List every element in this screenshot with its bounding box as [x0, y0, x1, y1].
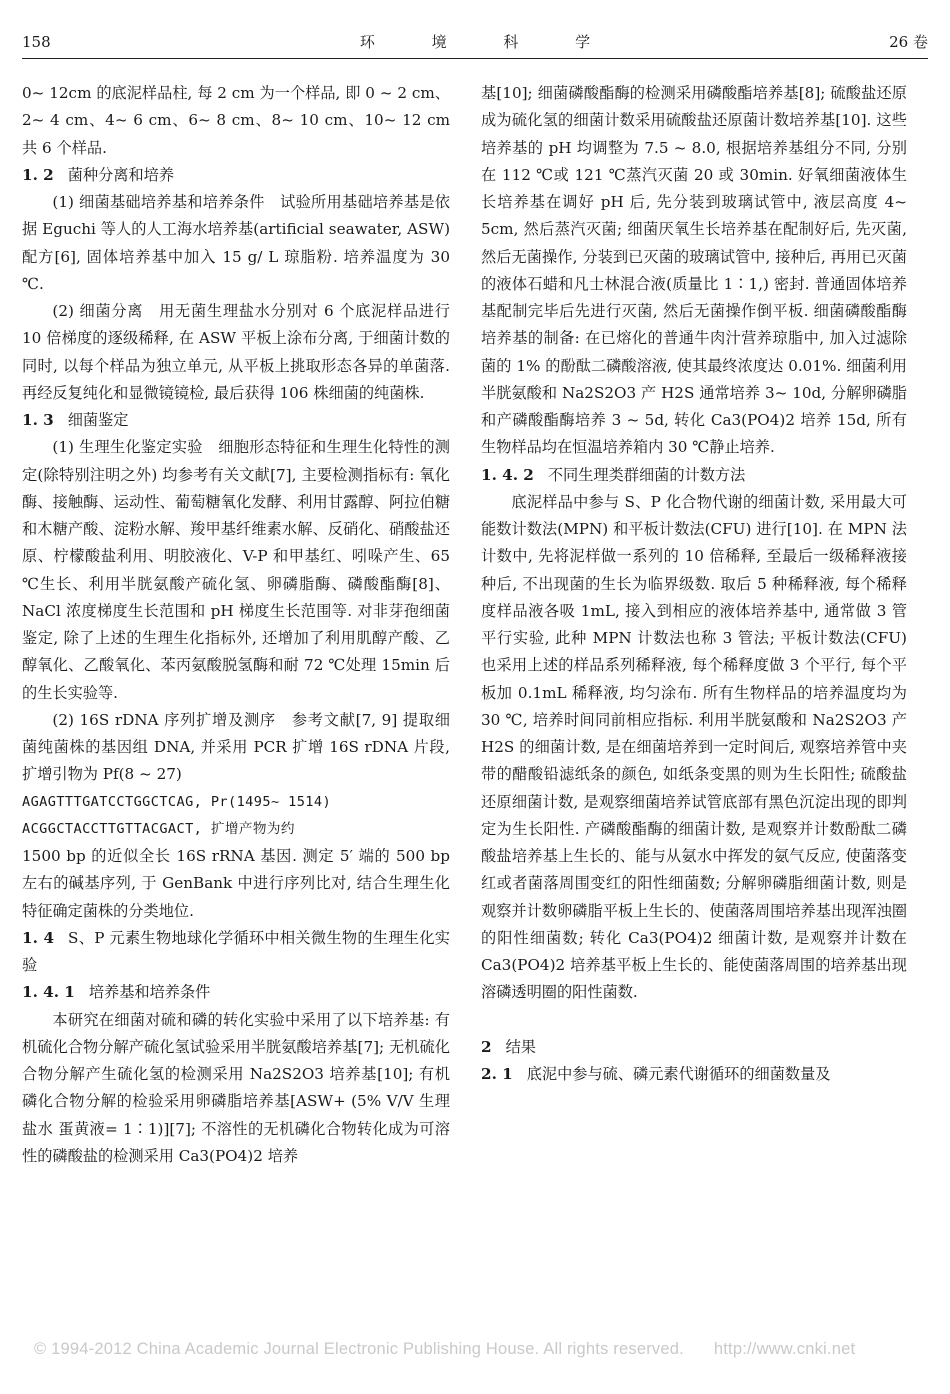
section-number: 2	[481, 1037, 492, 1056]
paragraph: (1) 细菌基础培养基和培养条件 试验所用基础培养基是依据 Eguchi 等人的人工海水培养基(artificial seawater, ASW) 配方[6], 固体培养基中加入 15 g/ L 琼脂粉. 培养温度为 30 ℃.	[22, 193, 450, 293]
section-title: 不同生理类群细菌的计数方法	[547, 465, 746, 484]
paragraph: (2) 16S rDNA 序列扩增及测序 参考文献[7, 9] 提取细菌纯菌株的基因组 DNA, 并采用 PCR 扩增 16S rDNA 片段, 扩增引物为 Pf(8 ~ 27)	[22, 710, 450, 784]
section-title: 结果	[505, 1037, 536, 1056]
paragraph: 1500 bp 的近似全长 16S rRNA 基因. 测定 5′ 端的 500 bp 左右的碱基序列, 于 GenBank 中进行序列比对, 结合生理生化特征确定菌株的分类地位.	[22, 847, 450, 920]
paragraph: (1) 生理生化鉴定实验 细胞形态特征和生理生化特性的测定(除特别注明之外) 均参考有关文献[7], 主要检测指标有: 氧化酶、接触酶、运动性、葡萄糖氧化发酵、利用甘露醇、阿拉伯糖和木糖产酸、淀粉水解、羧甲基纤维素水解、反硝化、硝酸盐还原、柠檬酸盐利用、明胶液化、V-P 和甲基红、吲哚产生、65 ℃生长、利用半胱氨酸产硫化氢、卵磷脂酶、磷酸酯酶[8]、NaCl 浓度梯度生长范围和 pH 梯度生长范围等. 对非芽孢细菌鉴定, 除了上述的生理生化指标外, 还增加了利用肌醇产酸、乙醇氧化、乙酸氧化、苯丙氨酸脱氢酶和耐 72 ℃处理 15min 后的生长实验等.	[22, 438, 450, 702]
paragraph: (2) 细菌分离 用无菌生理盐水分别对 6 个底泥样品进行 10 倍梯度的逐级稀释, 在 ASW 平板上涂布分离, 于细菌计数的同时, 以每个样品为独立单元, 从平板上挑取形态各异的单菌落. 再经反复纯化和显微镜镜检, 最后获得 106 株细菌的纯菌株.	[22, 302, 450, 402]
section-title: 底泥中参与硫、磷元素代谢循环的细菌数量及	[526, 1064, 831, 1083]
subsection-heading	[481, 462, 907, 489]
primer-sequence: ACGGCTACCTTGTTACGACT, 扩增产物为约	[22, 820, 295, 837]
site-url[interactable]: http://www.cnki.net	[713, 1340, 856, 1358]
section-number: 1. 4. 1	[22, 983, 75, 1002]
section-heading	[22, 407, 450, 434]
subsection-heading	[22, 979, 450, 1006]
section-title: S、P 元素生物地球化学循环中相关微生物的生理生化实验	[22, 928, 450, 974]
section-number: 1. 2	[22, 165, 54, 184]
section-heading	[481, 1034, 907, 1061]
copyright-text: © 1994-2012 China Academic Journal Electronic Publishing House. All rights reserved.	[34, 1340, 684, 1358]
section-number: 2. 1	[481, 1064, 513, 1083]
journal-title: 环 境 科 学	[359, 33, 617, 51]
volume-label: 26 卷	[889, 33, 928, 51]
paragraph: 0~ 12cm 的底泥样品柱, 每 2 cm 为一个样品, 即 0 ~ 2 cm、2~ 4 cm、4~ 6 cm、6~ 8 cm、8~ 10 cm、10~ 12 cm 共 6 个样品.	[22, 84, 450, 157]
page-number: 158	[22, 33, 51, 51]
running-header	[22, 28, 928, 59]
paragraph: 底泥样品中参与 S、P 化合物代谢的细菌计数, 采用最大可能数计数法(MPN) 和平板计数法(CFU) 进行[10]. 在 MPN 法计数中, 先将泥样做一系列的 10 倍稀释, 至最后一级稀释液接种后, 不出现菌的生长为临界级数. 取后 5 种稀释液, 每个稀释度样品液各吸 1mL, 接入到相应的液体培养基中, 通常做 3 管平行实验, 此种 MPN 计数法也称 3 管法; 平板计数法(CFU) 也采用上述的样品系列稀释液, 每个稀释度做 3 个平行, 每个平板加 0.1mL 稀释液, 均匀涂布. 所有生物样品的培养温度均为 30 ℃, 培养时间同前相应指标. 利用半胱氨酸和 Na2S2O3 产 H2S 的细菌计数, 是在细菌培养到一定时间后, 观察培养管中夹带的醋酸铅滤纸条的颜色, 如纸条变黑的则为生长阳性; 硫酸盐还原细菌计数, 是观察细菌培养试管底部有黑色沉淀出现的即判定为生长阳性. 产磷酸酯酶的细菌计数, 是观察并计数酚酞二磷酸盐培养基上生长的、能与从氨水中挥发的氨气反应, 使菌落变红或者菌落周围变红的阳性细菌数; 分解卵磷脂细菌计数, 则是观察并计数卵磷脂平板上生长的、使菌落周围培养基出现浑浊圈的阳性细菌数; 转化 Ca3(PO4)2 细菌计数, 是观察并计数在 Ca3(PO4)2 培养基平板上生长的、能使菌落周围的培养基出现溶磷透明圈的阳性菌数.	[481, 492, 907, 1002]
primer-sequence: AGAGTTTGATCCTGGCTCAG, Pr(1495~ 1514)	[22, 793, 332, 810]
section-title: 培养基和培养条件	[88, 983, 211, 1002]
copyright-watermark	[34, 1340, 910, 1359]
paragraph: 本研究在细菌对硫和磷的转化实验中采用了以下培养基: 有机硫化合物分解产硫化氢试验采用半胱氨酸培养基[7]; 无机硫化合物分解产生硫化氢的检测采用 Na2S2O3 培养基[10]; 有机磷化合物分解的检验采用卵磷脂培养基[ASW+ (5% V/V 生理盐水 蛋黄液= 1∶1)][7]; 不溶性的无机磷化合物转化成为可溶性的磷酸盐的检测采用 Ca3(PO4)2 培养	[22, 1010, 450, 1165]
left-column	[22, 80, 450, 1170]
right-column	[481, 80, 907, 1088]
section-number: 1. 4	[22, 928, 55, 947]
section-heading	[22, 925, 450, 980]
paragraph: 基[10]; 细菌磷酸酯酶的检测采用磷酸酯培养基[8]; 硫酸盐还原成为硫化氢的细菌计数采用硫酸盐还原菌计数培养基[10]. 这些培养基的 pH 均调整为 7.5 ~ 8.0, 根据培养基组分不同, 分别在 112 ℃或 121 ℃蒸汽灭菌 20 或 30min. 好氧细菌液体生长培养基在调好 pH 后, 先分装到玻璃试管中, 液层高度 4~ 5cm, 然后蒸汽灭菌; 细菌厌氧生长培养基在配制好后, 先灭菌, 然后无菌操作, 分装到已灭菌的玻璃试管中, 接种后, 再用已灭菌的液体石蜡和凡士林混合液(质量比 1∶1,) 密封. 普通固体培养基配制完毕后先进行灭菌, 然后无菌操作倒平板. 细菌磷酸酯酶培养基的制备: 在已熔化的普通牛肉汁营养琼脂中, 加入过滤除菌的 1% 的酚酞二磷酸溶液, 使其最终浓度达 0.01%. 细菌利用半胱氨酸和 Na2S2O3 产 H2S 通常培养 3~ 10d, 分解卵磷脂和产磷酸酯酶培养 3 ~ 5d, 转化 Ca3(PO4)2 培养 15d, 所有生物样品均在恒温培养箱内 30 ℃静止培养.	[481, 84, 907, 457]
section-title: 菌种分离和培养	[67, 165, 175, 184]
section-number: 1. 3	[22, 411, 54, 429]
subsection-heading	[481, 1061, 907, 1088]
section-number: 1. 4. 2	[481, 465, 534, 484]
spacer	[481, 1007, 907, 1034]
section-title: 细菌鉴定	[67, 411, 129, 429]
section-heading	[22, 162, 450, 189]
